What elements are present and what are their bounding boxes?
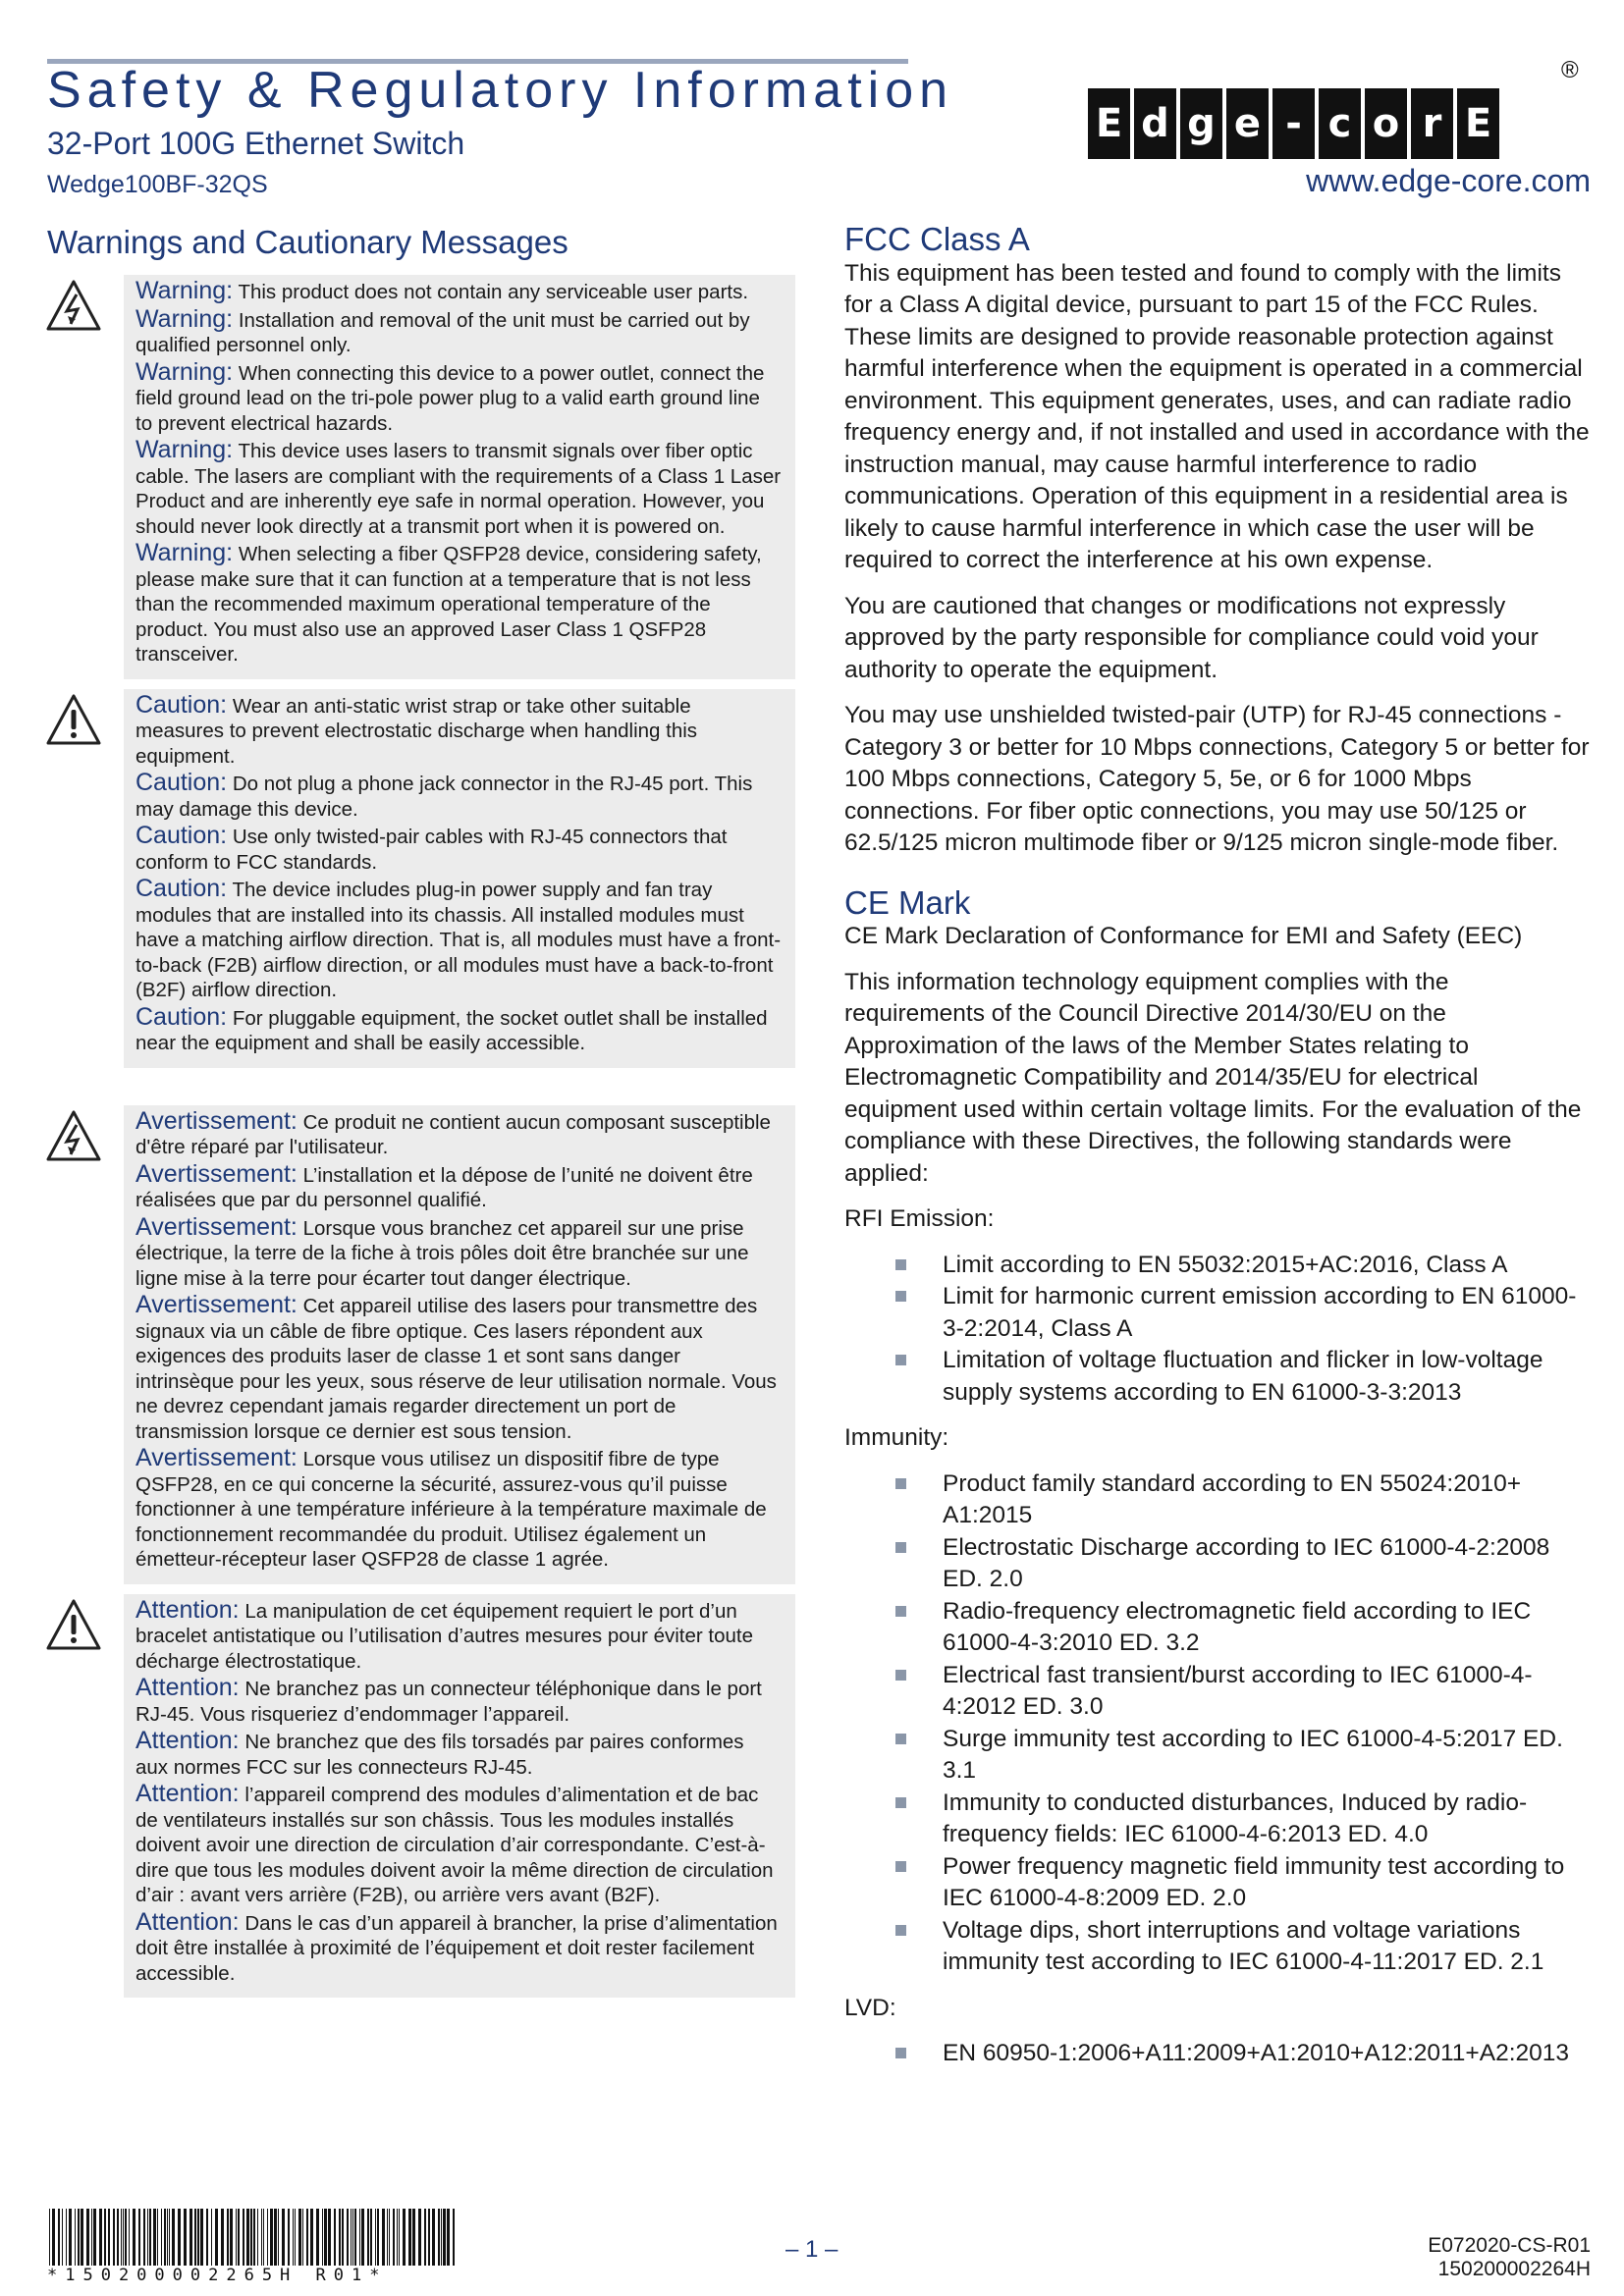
list-item: Product family standard according to EN 55024:2010+ A1:2015 bbox=[943, 1468, 1591, 1532]
barcode-bar bbox=[69, 2209, 72, 2266]
barcode-bar bbox=[58, 2209, 60, 2266]
barcode-bar bbox=[412, 2209, 415, 2266]
barcode-bar bbox=[263, 2209, 264, 2266]
barcode-bar bbox=[397, 2209, 398, 2266]
barcode-bar bbox=[288, 2209, 290, 2266]
barcode-bar bbox=[215, 2209, 218, 2266]
barcode-bar bbox=[113, 2209, 115, 2266]
caution-item: Caution: The device includes plug-in power supply and fan tray modules that are installed into its chassis. All installed modules must have a matching airflow direction. That is, all modules must have a front-to-back (F2B) airflow direction, or all modules must have a back-to-front (B2F) airflow direction. bbox=[135, 875, 782, 1001]
fcc-paragraph: You may use unshielded twisted-pair (UTP) for RJ-45 connections - Category 3 or better for 10 Mbps connections, Category 5 or better for 100 Mbps connections, Category 5, 5e, or 6 for 1000 Mbps connections. For fiber optic connections, you may use 50/125 or 62.5/125 micron multimode fiber or 9/125 micron single-mode fiber. bbox=[844, 702, 1590, 856]
barcode-bar bbox=[250, 2209, 252, 2266]
barcode-bar bbox=[99, 2209, 102, 2266]
warnings-column bbox=[47, 224, 795, 1998]
caution-exclamation-icon bbox=[45, 1598, 102, 1651]
barcode-bar bbox=[93, 2209, 96, 2266]
barcode-bar bbox=[257, 2209, 258, 2266]
barcode-bar bbox=[418, 2209, 421, 2266]
barcode-bar bbox=[328, 2209, 331, 2266]
barcode-bar bbox=[125, 2209, 127, 2266]
list-item: Electrical fast transient/burst according to IEC 61000-4-4:2012 ED. 3.0 bbox=[943, 1660, 1591, 1724]
barcode-bar bbox=[322, 2209, 323, 2266]
immunity-label: Immunity: bbox=[844, 1424, 949, 1451]
caution-item: Caution: For pluggable equipment, the socket outlet shall be installed near the equipment and shall be easily accessible. bbox=[135, 1002, 768, 1054]
logo-letter: g bbox=[1180, 88, 1222, 159]
barcode-bar bbox=[302, 2209, 303, 2266]
barcode-bar bbox=[197, 2209, 199, 2266]
logo-letter: r bbox=[1411, 88, 1453, 159]
website-link[interactable]: www.edge-core.com bbox=[1306, 163, 1591, 198]
barcode-bar bbox=[334, 2209, 336, 2266]
warning-item: Warning: This product does not contain any serviceable user parts. bbox=[135, 277, 749, 304]
barcode-bar bbox=[354, 2209, 356, 2266]
barcode-bar bbox=[206, 2209, 208, 2266]
barcode-bar bbox=[382, 2209, 385, 2266]
barcode bbox=[47, 2209, 460, 2285]
logo-letter: E bbox=[1088, 88, 1130, 159]
barcode-bar bbox=[389, 2209, 390, 2266]
barcode-bar bbox=[169, 2209, 170, 2266]
barcode-bar bbox=[117, 2209, 119, 2266]
lvd-list bbox=[844, 2038, 1591, 2070]
barcode-bar bbox=[164, 2209, 166, 2266]
barcode-bar bbox=[149, 2209, 151, 2266]
avertissement-item: Avertissement: L’installation et la dépose de l’unité ne doivent être réalisées que par du personnel qualifié. bbox=[135, 1159, 753, 1211]
list-item: Electrostatic Discharge according to IEC 61000-4-2:2008 ED. 2.0 bbox=[943, 1532, 1591, 1596]
barcode-bar bbox=[227, 2209, 229, 2266]
fcc-heading: FCC Class A bbox=[844, 221, 1030, 257]
barcode-bar bbox=[393, 2209, 395, 2266]
list-item: Limit for harmonic current emission according to EN 61000-3-2:2014, Class A bbox=[943, 1281, 1591, 1345]
rfi-emission-label: RFI Emission: bbox=[844, 1205, 995, 1232]
barcode-bar bbox=[306, 2209, 308, 2266]
barcode-bar bbox=[295, 2209, 296, 2266]
barcode-bar bbox=[352, 2209, 353, 2266]
barcode-bar bbox=[367, 2209, 369, 2266]
barcode-bar bbox=[282, 2209, 285, 2266]
barcode-bar bbox=[66, 2209, 67, 2266]
barcode-bar bbox=[161, 2209, 162, 2266]
page-subtitle: 32-Port 100G Ethernet Switch bbox=[47, 126, 465, 161]
avertissement-item: Avertissement: Lorsque vous utilisez un dispositif fibre de type QSFP28, en ce qui concerne la sécurité, assurez-vous qu’il puisse fonctionner à une température inférieure à la température maximale de fonctionnement recommandée du produit. Utilisez également un émetteur-récepteur laser QSFP28 de classe 1 agrée. bbox=[135, 1444, 767, 1571]
fcc-paragraph: This equipment has been tested and found to comply with the limits for a Class A digital device, pursuant to part 15 of the FCC Rules. These limits are designed to provide reasonable protection against harmful interference when the equipment is operated in a commercial environment. This equipment generates, uses, and can radiate radio frequency energy and, if not installed and used in accordance with the instruction manual, may cause harmful interference to radio communications. Operation of this equipment in a residential area is likely to cause harmful interference in which case the user will be required to correct the interference at his own expense. bbox=[844, 259, 1590, 573]
registered-mark: ® bbox=[1561, 57, 1579, 83]
barcode-bar bbox=[138, 2209, 140, 2266]
barcode-bar bbox=[370, 2209, 372, 2266]
barcode-bar bbox=[157, 2209, 158, 2266]
barcode-bar bbox=[310, 2209, 313, 2266]
barcode-text: *150200002265H R01* bbox=[47, 2266, 388, 2285]
barcode-bar bbox=[324, 2209, 327, 2266]
attention-item: Attention: La manipulation de cet équipement requiert le port d’un bracelet antistatique ou l’utilisation d’autres mesures pour éviter toute décharge électrostatique. bbox=[135, 1595, 754, 1673]
caution-item: Caution: Do not plug a phone jack connector in the RJ-45 port. This may damage this device. bbox=[135, 769, 753, 821]
barcode-bar bbox=[387, 2209, 388, 2266]
document-code-line: E072020-CS-R01 bbox=[1428, 2234, 1591, 2257]
barcode-bar bbox=[267, 2209, 268, 2266]
model-number: Wedge100BF-32QS bbox=[47, 171, 268, 198]
barcode-bar bbox=[194, 2209, 196, 2266]
barcode-bar bbox=[147, 2209, 148, 2266]
barcode-bar bbox=[62, 2209, 63, 2266]
list-item: Power frequency magnetic field immunity test according to IEC 61000-4-8:2009 ED. 2.0 bbox=[943, 1851, 1591, 1915]
barcode-bar bbox=[238, 2209, 240, 2266]
barcode-bar bbox=[375, 2209, 376, 2266]
barcode-bar bbox=[351, 2209, 352, 2266]
barcode-bar bbox=[424, 2209, 426, 2266]
barcode-bar bbox=[172, 2209, 175, 2266]
caution-item: Caution: Wear an anti-static wrist strap or take other suitable measures to prevent electrostatic discharge when handling this equipment. bbox=[135, 690, 698, 768]
list-item: Immunity to conducted disturbances, Induced by radio-frequency fields: IEC 61000-4-6:2013 ED. 4.0 bbox=[943, 1788, 1591, 1851]
barcode-bar bbox=[104, 2209, 106, 2266]
caution-item: Caution: Use only twisted-pair cables with RJ-45 connectors that conform to FCC standards. bbox=[135, 822, 728, 874]
warning-item: Warning: When connecting this device to a power outlet, connect the field ground lead on the tri-pole power plug to a valid earth ground line to prevent electrical hazards. bbox=[135, 357, 765, 435]
barcode-bar bbox=[447, 2209, 450, 2266]
edgecore-logo bbox=[1088, 88, 1499, 159]
barcode-bar bbox=[178, 2209, 181, 2266]
list-item: EN 60950-1:2006+A11:2009+A1:2010+A12:2011+A2:2013 bbox=[943, 2038, 1591, 2070]
barcode-bar bbox=[293, 2209, 294, 2266]
avertissement-item: Avertissement: Ce produit ne contient aucun composant susceptible d'être réparé par l'utilisateur. bbox=[135, 1106, 771, 1158]
barcode-bar bbox=[441, 2209, 442, 2266]
barcode-bar bbox=[49, 2209, 50, 2266]
barcode-bar bbox=[342, 2209, 344, 2266]
barcode-bar bbox=[432, 2209, 435, 2266]
ce-paragraph: CE Mark Declaration of Conformance for EMI and Safety (EEC) bbox=[844, 923, 1523, 949]
barcode-bar bbox=[133, 2209, 135, 2266]
barcode-bar bbox=[211, 2209, 212, 2266]
document-code bbox=[1428, 2234, 1591, 2281]
barcode-bar bbox=[453, 2209, 455, 2266]
attention-item: Attention: Ne branchez que des fils torsadés par paires conformes aux normes FCC sur les connecteurs RJ-45. bbox=[135, 1727, 744, 1779]
barcode-bar bbox=[428, 2209, 430, 2266]
barcode-bar bbox=[270, 2209, 273, 2266]
warning-item: Warning: When selecting a fiber QSFP28 device, considering safety, please make sure that it can function at a temperature that is not less than the recommended maximum operational temperature of the product. You must also use an approved Laser Class 1 QSFP28 transceiver. bbox=[135, 539, 762, 666]
logo-letter: d bbox=[1134, 88, 1176, 159]
warning-box bbox=[124, 275, 795, 679]
barcode-bar bbox=[298, 2209, 301, 2266]
barcode-bar bbox=[184, 2209, 187, 2266]
barcode-bar bbox=[261, 2209, 262, 2266]
barcode-bar bbox=[278, 2209, 279, 2266]
barcode-bar bbox=[189, 2209, 192, 2266]
barcode-bar bbox=[52, 2209, 55, 2266]
warning-item: Warning: Installation and removal of the unit must be carried out by qualified personnel only. bbox=[135, 304, 750, 356]
barcode-bar bbox=[221, 2209, 224, 2266]
barcode-bar bbox=[246, 2209, 249, 2266]
barcode-bar bbox=[377, 2209, 379, 2266]
avertissement-box bbox=[124, 1105, 795, 1584]
barcode-bar bbox=[339, 2209, 341, 2266]
barcode-bar bbox=[129, 2209, 130, 2266]
barcode-bar bbox=[143, 2209, 145, 2266]
barcode-bar bbox=[108, 2209, 110, 2266]
warning-item: Warning: This device uses lasers to transmit signals over fiber optic cable. The lasers are compliant with the requirements of a Class 1 Laser Product and are inherently eye safe in normal operation. However, you should never look directly at a transmit port when it is powered on. bbox=[135, 436, 782, 538]
attention-box bbox=[124, 1594, 795, 1999]
barcode-bar bbox=[78, 2209, 80, 2266]
attention-item: Attention: Ne branchez pas un connecteur téléphonique dans le port RJ-45. Vous risqueriez d’endommager l’appareil. bbox=[135, 1674, 762, 1726]
barcode-bar bbox=[230, 2209, 233, 2266]
logo-letter: e bbox=[1226, 88, 1269, 159]
barcode-bar bbox=[347, 2209, 349, 2266]
barcode-bar bbox=[121, 2209, 122, 2266]
avertissement-item: Avertissement: Cet appareil utilise des lasers pour transmettre des signaux via un câble de fibre optique. Ces lasers répondent aux exigences des produits laser de classe 1 et sont sans danger intrinsèque pour les yeux, sous réserve de leur utilisation normale. Vous ne devrez cependant jamais regarder directement un port de transmission lorsque ce dernier est sous tension. bbox=[135, 1291, 777, 1443]
logo-letter: c bbox=[1319, 88, 1361, 159]
list-item: Limit according to EN 55032:2015+AC:2016, Class A bbox=[943, 1250, 1591, 1282]
electrical-hazard-icon bbox=[45, 279, 102, 332]
barcode-bar bbox=[359, 2209, 360, 2266]
barcode-bar bbox=[153, 2209, 156, 2266]
electrical-hazard-icon bbox=[45, 1109, 102, 1162]
barcode-bar bbox=[91, 2209, 92, 2266]
barcode-bar bbox=[167, 2209, 168, 2266]
barcode-bars bbox=[47, 2209, 460, 2266]
warnings-heading: Warnings and Cautionary Messages bbox=[47, 224, 568, 260]
ce-paragraph: This information technology equipment complies with the requirements of the Council Directive 2014/30/EU on the Approximation of the laws of the Member States relating to Electromagnetic Compatibility and 2014/35/EU for electrical equipment used within certain voltage limits. For the evaluation of the compliance with these Directives, the following standards were applied: bbox=[844, 968, 1582, 1187]
list-item: Voltage dips, short interruptions and voltage variations immunity test according to IEC 61000-4-11:2017 ED. 2.1 bbox=[943, 1915, 1591, 1979]
ce-heading: CE Mark bbox=[844, 883, 971, 921]
logo-letter: - bbox=[1272, 88, 1315, 159]
logo-letter: o bbox=[1365, 88, 1407, 159]
list-item: Limitation of voltage fluctuation and flicker in low-voltage supply systems according to EN 61000-3-3:2013 bbox=[943, 1345, 1591, 1409]
list-item: Radio-frequency electromagnetic field according to IEC 61000-4-3:2010 ED. 3.2 bbox=[943, 1596, 1591, 1660]
document-code-line: 150200002264H bbox=[1437, 2258, 1591, 2280]
logo-letter: E bbox=[1457, 88, 1499, 159]
barcode-bar bbox=[243, 2209, 244, 2266]
barcode-bar bbox=[361, 2209, 364, 2266]
avertissement-item: Avertissement: Lorsque vous branchez cet appareil sur une prise électrique, la terre de la fiche à trois pôles doit être branchée sur une ligne mise à la terre pour écarter tout danger électrique. bbox=[135, 1212, 749, 1290]
barcode-bar bbox=[438, 2209, 440, 2266]
barcode-bar bbox=[443, 2209, 446, 2266]
attention-item: Attention: Dans le cas d’un appareil à brancher, la prise d’alimentation doit être installée à proximité de l’équipement et doit rester facilement accessible. bbox=[135, 1907, 778, 1985]
barcode-bar bbox=[86, 2209, 89, 2266]
rfi-emission-list bbox=[844, 1250, 1591, 1410]
lvd-label: LVD: bbox=[844, 1994, 896, 2021]
regulatory-column bbox=[844, 221, 1591, 2084]
barcode-bar bbox=[81, 2209, 83, 2266]
page-title: Safety & Regulatory Information bbox=[47, 62, 954, 119]
barcode-bar bbox=[75, 2209, 76, 2266]
barcode-bar bbox=[274, 2209, 277, 2266]
fcc-paragraph: You are cautioned that changes or modifications not expressly approved by the party responsible for compliance could void your authority to operate the equipment. bbox=[844, 592, 1539, 683]
immunity-list bbox=[844, 1468, 1591, 1979]
barcode-bar bbox=[253, 2209, 255, 2266]
barcode-bar bbox=[403, 2209, 406, 2266]
barcode-bar bbox=[316, 2209, 319, 2266]
barcode-bar bbox=[408, 2209, 411, 2266]
page-number: – 1 – bbox=[785, 2236, 839, 2263]
caution-box bbox=[124, 689, 795, 1068]
barcode-bar bbox=[200, 2209, 203, 2266]
list-item: Surge immunity test according to IEC 61000-4-5:2017 ED. 3.1 bbox=[943, 1724, 1591, 1788]
attention-item: Attention: l’appareil comprend des modules d’alimentation et de bac de ventilateurs installés sur son châssis. Tous les modules installés doivent avoir une direction de circulation d’air correspondante. C’est-à-dire que tous les modules doivent avoir la même direction de circulation d’air : avant vers arrière (F2B), ou arrière vers avant (B2F). bbox=[135, 1780, 774, 1906]
barcode-bar bbox=[123, 2209, 124, 2266]
barcode-bar bbox=[236, 2209, 237, 2266]
caution-exclamation-icon bbox=[45, 693, 102, 746]
barcode-bar bbox=[399, 2209, 400, 2266]
